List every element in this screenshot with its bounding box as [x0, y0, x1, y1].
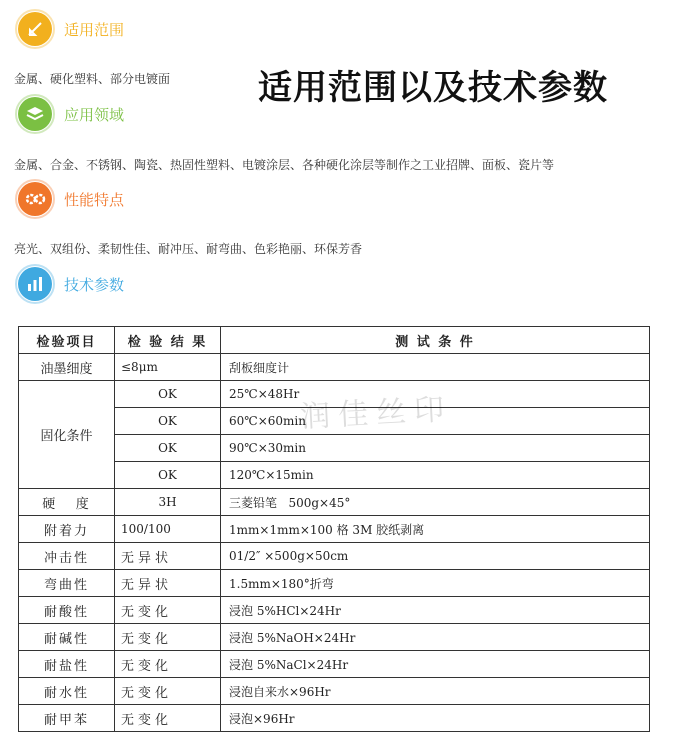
table-row: [19, 570, 650, 597]
row-result: 无异状: [115, 543, 221, 570]
row-result: ≤8μm: [115, 354, 221, 381]
section-scope-header: [18, 12, 124, 46]
bar-chart-icon: [18, 267, 52, 301]
row-result: 100/100: [115, 516, 221, 543]
row-item: 耐盐性: [19, 651, 115, 678]
section-scope-text: 金属、硬化塑料、部分电镀面: [14, 72, 171, 86]
section-features-text: 亮光、双组份、柔韧性佳、耐冲压、耐弯曲、色彩艳丽、环保芳香: [14, 242, 363, 256]
row-item: 附着力: [19, 516, 115, 543]
row-result: OK: [115, 408, 221, 435]
section-features-header: [18, 182, 124, 216]
row-result: 无异状: [115, 570, 221, 597]
row-condition: 25℃×48Hr: [221, 381, 650, 408]
header-item: 检验项目: [19, 327, 115, 354]
gears-icon: [18, 182, 52, 216]
row-item: 耐甲苯: [19, 705, 115, 732]
row-condition: 浸泡 5%NaOH×24Hr: [221, 624, 650, 651]
section-tech-header: [18, 267, 124, 301]
table-row: [19, 678, 650, 705]
header-condition: 测 试 条 件: [221, 327, 650, 354]
row-item: 弯曲性: [19, 570, 115, 597]
watermark: 润佳丝印: [299, 392, 453, 435]
row-result: 无变化: [115, 705, 221, 732]
row-result: 无变化: [115, 678, 221, 705]
row-item: 耐酸性: [19, 597, 115, 624]
row-result: 无变化: [115, 651, 221, 678]
table-row: [19, 543, 650, 570]
table-row: [19, 516, 650, 543]
row-item: 硬 度: [19, 489, 115, 516]
header-result: 检 验 结 果: [115, 327, 221, 354]
row-result: 3H: [115, 489, 221, 516]
row-result: 无变化: [115, 597, 221, 624]
table-row: [19, 651, 650, 678]
table-row: [19, 489, 650, 516]
table-header-row: [19, 327, 650, 354]
section-application-text: 金属、合金、不锈钢、陶瓷、热固性塑料、电镀涂层、各种硬化涂层等制作之工业招牌、面板、瓷片等: [14, 158, 555, 172]
row-result: OK: [115, 462, 221, 489]
row-item: 油墨细度: [19, 354, 115, 381]
row-condition: 1.5mm×180°折弯: [221, 570, 650, 597]
spec-table: [18, 326, 650, 732]
row-result: OK: [115, 435, 221, 462]
row-condition: 浸泡自来水×96Hr: [221, 678, 650, 705]
row-item: 耐碱性: [19, 624, 115, 651]
section-scope-title: 适用范围: [64, 20, 125, 39]
section-tech-title: 技术参数: [64, 275, 125, 294]
pencil-ruler-icon: [18, 12, 52, 46]
page-title: 适用范围以及技术参数: [258, 68, 608, 108]
layers-icon: [18, 97, 52, 131]
row-condition: 浸泡 5%HCl×24Hr: [221, 597, 650, 624]
table-row: [19, 624, 650, 651]
table-row: [19, 705, 650, 732]
row-condition: 01/2″ ×500g×50cm: [221, 543, 650, 570]
row-result: OK: [115, 381, 221, 408]
row-condition: 浸泡×96Hr: [221, 705, 650, 732]
row-condition: 1mm×1mm×100 格 3M 胶纸剥离: [221, 516, 650, 543]
table-row: [19, 597, 650, 624]
row-condition: 浸泡 5%NaCl×24Hr: [221, 651, 650, 678]
row-item: 冲击性: [19, 543, 115, 570]
row-condition: 三菱铅笔 500g×45°: [221, 489, 650, 516]
section-application-title: 应用领域: [64, 105, 125, 124]
row-condition: 120℃×15min: [221, 462, 650, 489]
section-features-title: 性能特点: [64, 190, 125, 209]
row-condition: 90℃×30min: [221, 435, 650, 462]
row-result: 无变化: [115, 624, 221, 651]
row-item: 固化条件: [19, 381, 115, 489]
table-row: [19, 354, 650, 381]
row-condition: 刮板细度计: [221, 354, 650, 381]
row-item: 耐水性: [19, 678, 115, 705]
section-application-header: [18, 97, 124, 131]
table-row: [19, 381, 650, 408]
row-condition: 60℃×60min: [221, 408, 650, 435]
